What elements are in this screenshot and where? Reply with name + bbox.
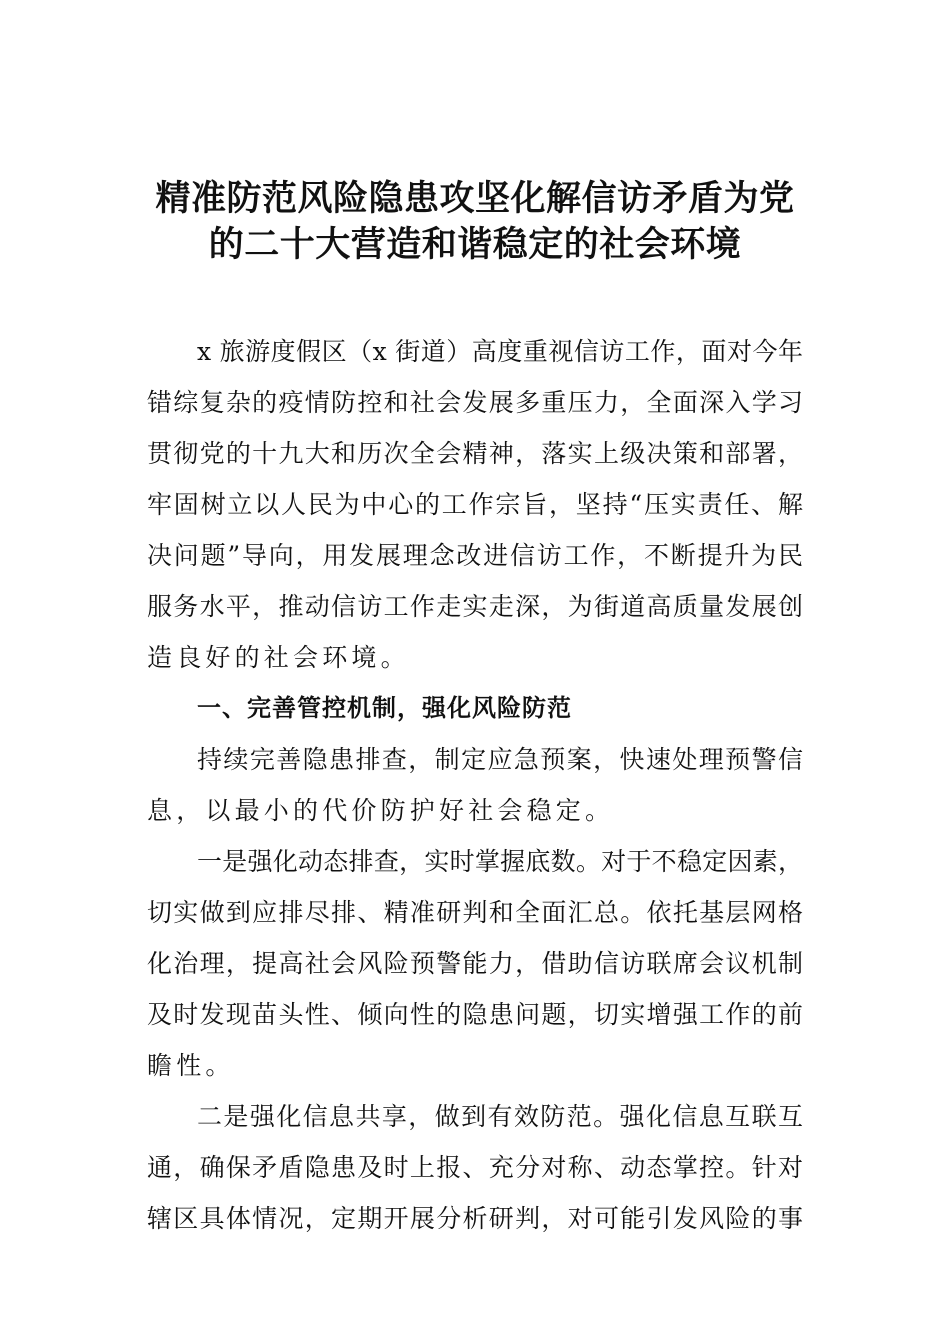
paragraph-1-line-3: 贯彻党的十九大和历次全会精神，落实上级决策和部署， <box>147 439 803 468</box>
document-title-line-1: 精准防范风险隐患攻坚化解信访矛盾为党 <box>155 178 795 219</box>
section-heading-1: 一、完善管控机制，强化风险防范 <box>197 694 572 722</box>
paragraph-1-line-5: 决问题”导向，用发展理念改进信访工作，不断提升为民 <box>147 541 803 570</box>
document-title-line-2: 的二十大营造和谐稳定的社会环境 <box>208 224 742 265</box>
paragraph-1-line-2: 错综复杂的疫情防控和社会发展多重压力，全面深入学习 <box>147 388 803 417</box>
paragraph-1-line-7: 造良好的社会环境。 <box>147 643 410 672</box>
paragraph-4-line-3: 辖区具体情况，定期开展分析研判，对可能引发风险的事 <box>147 1204 803 1233</box>
paragraph-1-line-1: x 旅游度假区（x 街道）高度重视信访工作，面对今年 <box>197 337 803 366</box>
paragraph-3-line-5: 瞻性。 <box>147 1051 235 1080</box>
paragraph-4-line-1: 二是强化信息共享，做到有效防范。强化信息互联互 <box>197 1102 803 1131</box>
paragraph-3-line-2: 切实做到应排尽排、精准研判和全面汇总。依托基层网格 <box>147 898 803 927</box>
paragraph-3-line-4: 及时发现苗头性、倾向性的隐患问题，切实增强工作的前 <box>147 1000 803 1029</box>
document-body <box>147 326 827 1244</box>
paragraph-3-line-3: 化治理，提高社会风险预警能力，借助信访联席会议机制 <box>147 949 803 978</box>
paragraph-1-line-6: 服务水平，推动信访工作走实走深，为街道高质量发展创 <box>147 592 803 621</box>
paragraph-2-line-1: 持续完善隐患排查，制定应急预案，快速处理预警信 <box>197 745 803 774</box>
paragraph-3-line-1: 一是强化动态排查，实时掌握底数。对于不稳定因素， <box>197 847 803 876</box>
paragraph-1-line-4: 牢固树立以人民为中心的工作宗旨，坚持“压实责任、解 <box>147 490 803 519</box>
paragraph-4-line-2: 通，确保矛盾隐患及时上报、充分对称、动态掌控。针对 <box>147 1153 803 1182</box>
paragraph-2-line-2: 息，以最小的代价防护好社会稳定。 <box>147 796 615 825</box>
